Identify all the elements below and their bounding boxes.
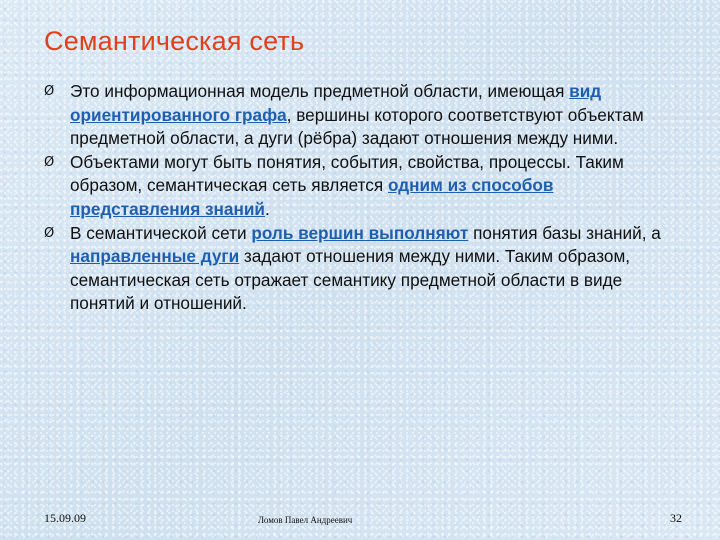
bullet-2-text-a: Объектами могут быть понятия, события, свойства, процессы. Таким образом, семантическая сеть является (70, 151, 624, 196)
bullet-2-text-b: . (265, 198, 270, 219)
footer-date: 15.09.09 (44, 511, 86, 525)
arrow-bullet-icon: Ø (44, 154, 55, 170)
slide-title: Семантическая сеть (44, 26, 305, 56)
bullet-1-text-b: , вершины которого соответствуют объектам предметной области, а дуги (рёбра) задают отношения между ними. (70, 104, 644, 149)
link-directed-arcs[interactable]: направленные дуги (70, 246, 240, 267)
link-knowledge-representation[interactable]: одним из способов представления знаний (70, 175, 554, 219)
arrow-bullet-icon: Ø (44, 84, 55, 99)
bullet-item-2 (44, 151, 684, 222)
footer-author: Ломов Павел Андреевич (258, 515, 353, 525)
link-vertex-role[interactable]: роль вершин выполняют (251, 222, 469, 243)
bullet-item-3 (44, 222, 684, 316)
bullet-3-text-b: понятия базы знаний, а (468, 222, 661, 243)
bullet-3-text-c: задают отношения между ними. Таким образом, семантическая сеть отражает семантику предметной области в виде понятий и отношений. (70, 246, 631, 314)
bullet-3-text-a: В семантической сети (70, 222, 252, 243)
bullet-item-1 (44, 80, 684, 151)
bullet-1-text-a: Это информационная модель предметной области, имеющая (70, 81, 570, 101)
slide-number: 32 (670, 511, 682, 525)
bullet-list (44, 80, 684, 316)
link-oriented-graph[interactable]: вид ориентированного графа (70, 81, 602, 125)
arrow-bullet-icon: Ø (44, 225, 55, 241)
